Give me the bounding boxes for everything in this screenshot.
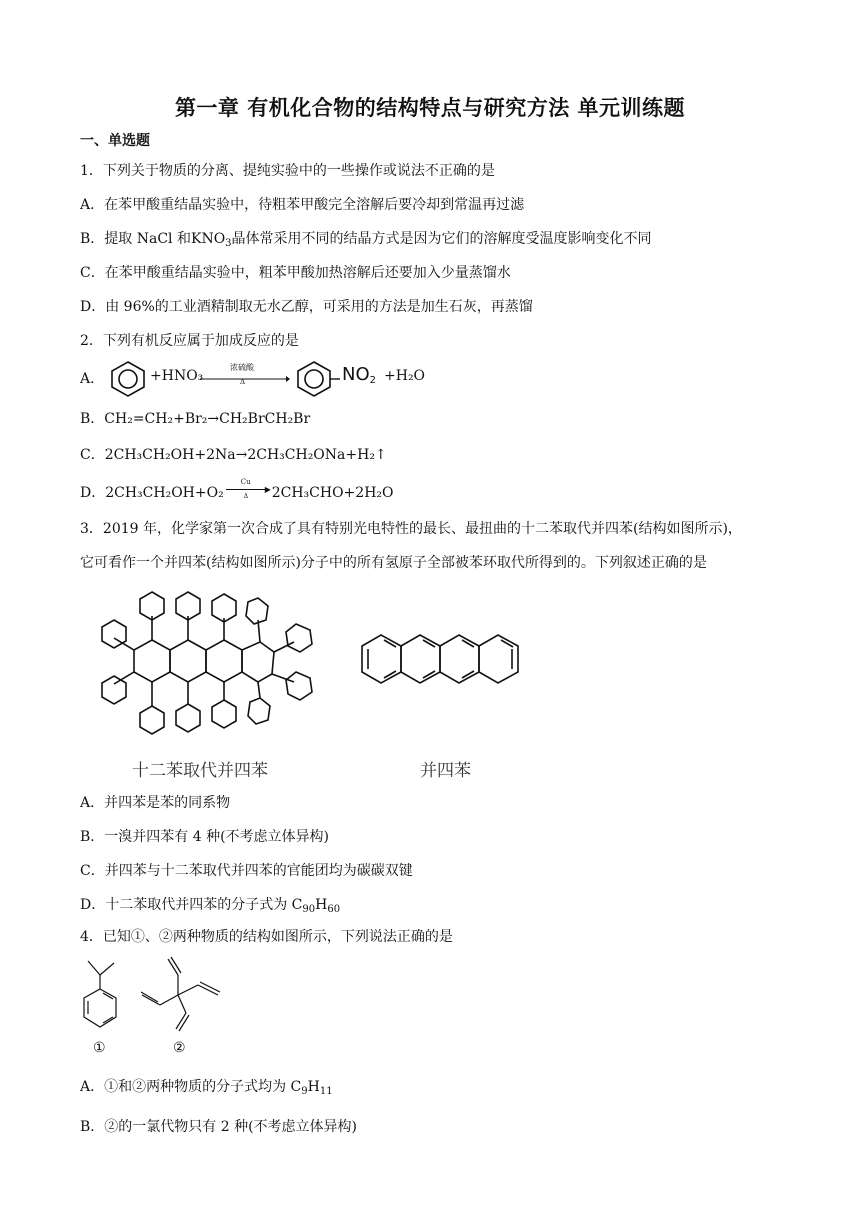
q1-option-b-formula: KNO (190, 231, 226, 247)
q3-option-c: C．并四苯与十二苯取代并四苯的官能团均为碳碳双键 (80, 863, 413, 879)
q2-option-d-condition-bottom: Δ (243, 493, 249, 500)
q1-option-d: D．由 96%的工业酒精制取无水乙醇，可采用的方法是加生石灰，再蒸馏 (80, 299, 533, 315)
q2-option-b: B．CH₂=CH₂+Br₂→CH₂BrCH₂Br (80, 411, 311, 427)
q3-option-b: B．一溴并四苯有 4 种(不考虑立体异构) (80, 829, 330, 845)
structure-label-1: ① (93, 1040, 106, 1056)
q3-option-d-pre: D．十二苯取代并四苯的分子式为 C (80, 897, 303, 913)
q2-option-a-product-sub: 2 (369, 375, 377, 386)
q2-option-d-post: 2CH₃CHO+2H₂O (271, 485, 394, 501)
q2-option-a-product-no: NO (342, 364, 370, 385)
q1-stem: 1．下列关于物质的分离、提纯实验中的一些操作或说法不正确的是 (80, 163, 495, 179)
q4-stem: 4．已知①、②两种物质的结构如图所示，下列说法正确的是 (80, 929, 453, 945)
q2-option-a-label: A． (80, 371, 105, 387)
q4-option-a-sub1: 9 (301, 1086, 308, 1097)
nitrobenzene-structure (294, 360, 340, 396)
structure-label-2: ② (173, 1040, 186, 1056)
q4-option-a (80, 1076, 333, 1097)
tetracene-structure (360, 630, 530, 692)
dodecaphenyltetracene-structure (82, 580, 342, 750)
q3-option-d-sub1: 90 (302, 904, 316, 915)
q1-option-b (80, 228, 652, 249)
q3-option-d-mid: H (315, 897, 328, 913)
q2-option-c: C．2CH₃CH₂OH+2Na→2CH₃CH₂ONa+H₂↑ (80, 447, 387, 463)
q1-option-b-sub: 3 (225, 238, 232, 249)
q1-option-a: A．在苯甲酸重结晶实验中，待粗苯甲酸完全溶解后要冷却到常温再过滤 (80, 197, 525, 213)
q1-option-b-post: 晶体常采用不同的结晶方式是因为它们的溶解度受温度影响变化不同 (231, 231, 652, 247)
q3-option-a: A．并四苯是苯的同系物 (80, 795, 231, 811)
q2-option-a-condition-top: 浓硫酸 (230, 363, 254, 372)
q2-option-a-condition-bottom: Δ (240, 378, 246, 386)
q2-option-a-water: +H₂O (384, 368, 426, 384)
q2-option-d (80, 478, 394, 502)
q3-option-d (80, 894, 340, 915)
q1-option-b-pre: B．提取 NaCl 和 (80, 231, 191, 247)
tetravinylmethane-structure (138, 955, 228, 1035)
q2-stem: 2．下列有机反应属于加成反应的是 (80, 333, 299, 349)
q2-option-a-reagent: +HNO₃ (150, 368, 204, 384)
section-heading: 一、单选题 (80, 133, 150, 149)
q4-option-a-sub2: 11 (319, 1086, 333, 1097)
caption-dodecaphenyltetracene: 十二苯取代并四苯 (132, 761, 268, 781)
q2-option-d-condition-top: Cu (240, 478, 251, 486)
q3-stem-line1: 3．2019 年，化学家第一次合成了具有特别光电特性的最长、最扭曲的十二苯取代并四苯(结构如图所示)， (80, 521, 742, 537)
q2-option-a-product (342, 364, 376, 386)
q1-option-c: C．在苯甲酸重结晶实验中，粗苯甲酸加热溶解后还要加入少量蒸馏水 (80, 265, 511, 281)
q3-stem-line2: 它可看作一个并四苯(结构如图所示)分子中的所有氢原子全部被苯环取代所得到的。下列叙述正确的是 (80, 555, 707, 571)
q2-option-d-pre: D．2CH₃CH₂OH+O₂ (80, 485, 224, 501)
cumene-structure (76, 955, 126, 1035)
benzene-structure (108, 360, 148, 396)
q4-option-a-mid: H (307, 1079, 320, 1095)
q3-option-d-sub2: 60 (327, 904, 341, 915)
caption-tetracene: 并四苯 (420, 761, 471, 781)
q4-option-a-pre: A．①和②两种物质的分子式均为 C (80, 1079, 302, 1095)
page-title: 第一章 有机化合物的结构特点与研究方法 单元训练题 (174, 96, 686, 120)
q4-option-b: B．②的一氯代物只有 2 种(不考虑立体异构) (80, 1119, 358, 1135)
q2-option-d-arrow: Cu ▶ Δ (226, 487, 270, 497)
